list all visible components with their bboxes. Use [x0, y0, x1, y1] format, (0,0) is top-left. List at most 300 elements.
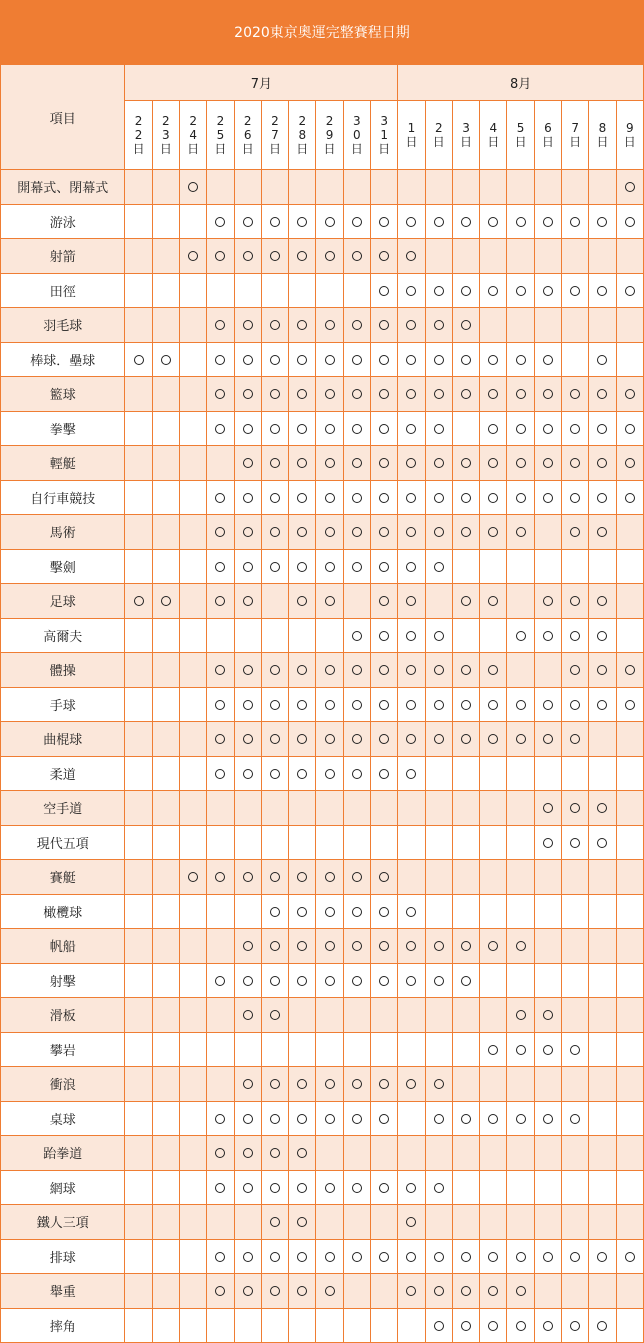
event-name: 體操: [1, 653, 125, 688]
schedule-cell: [425, 377, 452, 412]
schedule-cell: [425, 170, 452, 205]
schedule-cell: [562, 1274, 589, 1309]
day-header-char: 5: [516, 121, 525, 135]
circle-mark-icon: [406, 1079, 416, 1089]
schedule-cell: [480, 1205, 507, 1240]
circle-mark-icon: [215, 389, 225, 399]
circle-mark-icon: [570, 596, 580, 606]
schedule-cell: [425, 1136, 452, 1171]
circle-mark-icon: [270, 907, 280, 917]
event-name: 羽毛球: [1, 308, 125, 343]
schedule-cell: [261, 446, 288, 481]
circle-mark-icon: [243, 976, 253, 986]
schedule-cell: [398, 687, 425, 722]
circle-mark-icon: [243, 734, 253, 744]
schedule-cell: [589, 963, 616, 998]
circle-mark-icon: [243, 769, 253, 779]
schedule-cell: [562, 308, 589, 343]
schedule-cell: [589, 239, 616, 274]
schedule-cell: [398, 204, 425, 239]
circle-mark-icon: [188, 251, 198, 261]
schedule-cell: [480, 998, 507, 1033]
schedule-cell: [316, 480, 343, 515]
circle-mark-icon: [297, 355, 307, 365]
circle-mark-icon: [379, 320, 389, 330]
schedule-cell: [234, 1274, 261, 1309]
schedule-cell: [616, 204, 643, 239]
circle-mark-icon: [543, 493, 553, 503]
day-header-char: 2: [325, 114, 334, 128]
event-row: [1, 239, 644, 274]
schedule-cell: [425, 722, 452, 757]
schedule-cell: [261, 549, 288, 584]
circle-mark-icon: [488, 700, 498, 710]
schedule-cell: [180, 308, 207, 343]
circle-mark-icon: [379, 1183, 389, 1193]
schedule-cell: [370, 929, 397, 964]
circle-mark-icon: [570, 493, 580, 503]
event-row: [1, 687, 644, 722]
schedule-cell: [507, 1308, 534, 1343]
schedule-cell: [261, 894, 288, 929]
schedule-cell: [452, 1032, 479, 1067]
schedule-cell: [370, 1205, 397, 1240]
schedule-cell: [398, 618, 425, 653]
circle-mark-icon: [488, 1045, 498, 1055]
event-row: [1, 1101, 644, 1136]
circle-mark-icon: [406, 700, 416, 710]
circle-mark-icon: [297, 1114, 307, 1124]
schedule-cell: [370, 1170, 397, 1205]
circle-mark-icon: [461, 1252, 471, 1262]
schedule-cell: [534, 1101, 561, 1136]
circle-mark-icon: [297, 1217, 307, 1227]
circle-mark-icon: [325, 700, 335, 710]
schedule-cell: [261, 998, 288, 1033]
schedule-cell: [452, 929, 479, 964]
day-header: [370, 101, 397, 170]
schedule-cell: [616, 480, 643, 515]
schedule-cell: [261, 584, 288, 619]
schedule-cell: [207, 377, 234, 412]
circle-mark-icon: [597, 803, 607, 813]
circle-mark-icon: [406, 631, 416, 641]
circle-mark-icon: [543, 1010, 553, 1020]
circle-mark-icon: [243, 251, 253, 261]
schedule-cell: [180, 411, 207, 446]
circle-mark-icon: [570, 734, 580, 744]
circle-mark-icon: [297, 527, 307, 537]
schedule-cell: [234, 342, 261, 377]
event-row: [1, 653, 644, 688]
circle-mark-icon: [134, 596, 144, 606]
schedule-cell: [398, 791, 425, 826]
day-header-char: 日: [541, 135, 554, 149]
circle-mark-icon: [570, 527, 580, 537]
schedule-cell: [480, 342, 507, 377]
schedule-cell: [425, 273, 452, 308]
schedule-table: [0, 64, 644, 1343]
schedule-cell: [616, 894, 643, 929]
circle-mark-icon: [597, 217, 607, 227]
event-row: [1, 170, 644, 205]
circle-mark-icon: [379, 1079, 389, 1089]
schedule-cell: [207, 618, 234, 653]
schedule-cell: [398, 756, 425, 791]
circle-mark-icon: [516, 1286, 526, 1296]
schedule-cell: [152, 377, 179, 412]
schedule-cell: [180, 1274, 207, 1309]
schedule-cell: [480, 687, 507, 722]
circle-mark-icon: [270, 700, 280, 710]
circle-mark-icon: [516, 527, 526, 537]
schedule-cell: [207, 549, 234, 584]
schedule-cell: [507, 342, 534, 377]
schedule-cell: [180, 204, 207, 239]
schedule-cell: [316, 929, 343, 964]
schedule-cell: [616, 1170, 643, 1205]
schedule-cell: [125, 1239, 152, 1274]
circle-mark-icon: [325, 1252, 335, 1262]
schedule-cell: [616, 1274, 643, 1309]
circle-mark-icon: [488, 1321, 498, 1331]
schedule-cell: [343, 1170, 370, 1205]
schedule-cell: [452, 480, 479, 515]
event-name: 手球: [1, 687, 125, 722]
schedule-cell: [152, 549, 179, 584]
schedule-cell: [234, 860, 261, 895]
day-header: [234, 101, 261, 170]
circle-mark-icon: [297, 872, 307, 882]
event-name: 自行車競技: [1, 480, 125, 515]
schedule-cell: [343, 1032, 370, 1067]
circle-mark-icon: [297, 596, 307, 606]
schedule-cell: [398, 377, 425, 412]
schedule-cell: [616, 1205, 643, 1240]
circle-mark-icon: [488, 527, 498, 537]
schedule-cell: [480, 1170, 507, 1205]
schedule-cell: [534, 756, 561, 791]
schedule-cell: [398, 1205, 425, 1240]
schedule-cell: [452, 1136, 479, 1171]
schedule-cell: [152, 1274, 179, 1309]
schedule-cell: [207, 515, 234, 550]
circle-mark-icon: [434, 217, 444, 227]
schedule-cell: [289, 825, 316, 860]
schedule-cell: [534, 239, 561, 274]
schedule-cell: [289, 687, 316, 722]
schedule-cell: [343, 239, 370, 274]
circle-mark-icon: [406, 389, 416, 399]
circle-mark-icon: [488, 1286, 498, 1296]
schedule-cell: [289, 1239, 316, 1274]
schedule-cell: [152, 1205, 179, 1240]
event-row: [1, 377, 644, 412]
circle-mark-icon: [543, 596, 553, 606]
schedule-cell: [234, 1067, 261, 1102]
schedule-cell: [480, 549, 507, 584]
circle-mark-icon: [543, 1321, 553, 1331]
day-header: [289, 101, 316, 170]
circle-mark-icon: [270, 389, 280, 399]
schedule-cell: [180, 1205, 207, 1240]
schedule-cell: [152, 1067, 179, 1102]
schedule-cell: [425, 653, 452, 688]
schedule-cell: [125, 515, 152, 550]
schedule-cell: [234, 170, 261, 205]
schedule-cell: [289, 446, 316, 481]
day-header-char: 日: [623, 135, 636, 149]
event-name: 排球: [1, 1239, 125, 1274]
schedule-cell: [480, 618, 507, 653]
event-row: [1, 1170, 644, 1205]
circle-mark-icon: [379, 941, 389, 951]
circle-mark-icon: [434, 1114, 444, 1124]
schedule-cell: [343, 411, 370, 446]
schedule-cell: [589, 929, 616, 964]
schedule-cell: [452, 549, 479, 584]
schedule-cell: [452, 170, 479, 205]
schedule-cell: [562, 791, 589, 826]
event-name: 高爾夫: [1, 618, 125, 653]
circle-mark-icon: [325, 320, 335, 330]
day-header-char: 日: [487, 135, 500, 149]
schedule-cell: [534, 411, 561, 446]
circle-mark-icon: [215, 493, 225, 503]
circle-mark-icon: [406, 665, 416, 675]
circle-mark-icon: [270, 217, 280, 227]
schedule-cell: [616, 963, 643, 998]
circle-mark-icon: [406, 251, 416, 261]
schedule-cell: [562, 377, 589, 412]
day-header: [125, 101, 152, 170]
schedule-cell: [480, 860, 507, 895]
schedule-cell: [452, 1170, 479, 1205]
circle-mark-icon: [134, 355, 144, 365]
schedule-cell: [125, 929, 152, 964]
schedule-cell: [370, 446, 397, 481]
circle-mark-icon: [325, 596, 335, 606]
day-header: [180, 101, 207, 170]
circle-mark-icon: [597, 355, 607, 365]
circle-mark-icon: [243, 562, 253, 572]
event-name: 田徑: [1, 273, 125, 308]
day-header-char: 9: [625, 121, 634, 135]
event-name: 網球: [1, 1170, 125, 1205]
schedule-cell: [616, 342, 643, 377]
schedule-cell: [316, 239, 343, 274]
schedule-cell: [452, 722, 479, 757]
day-header-char: 9: [325, 128, 334, 142]
day-header-char: 3: [162, 128, 170, 142]
schedule-cell: [425, 342, 452, 377]
circle-mark-icon: [379, 631, 389, 641]
schedule-cell: [125, 170, 152, 205]
circle-mark-icon: [325, 1286, 335, 1296]
circle-mark-icon: [406, 458, 416, 468]
schedule-cell: [316, 791, 343, 826]
schedule-cell: [234, 653, 261, 688]
schedule-cell: [234, 791, 261, 826]
schedule-cell: [261, 1308, 288, 1343]
circle-mark-icon: [352, 700, 362, 710]
schedule-cell: [343, 687, 370, 722]
schedule-cell: [207, 584, 234, 619]
schedule-cell: [343, 515, 370, 550]
schedule-cell: [289, 1274, 316, 1309]
circle-mark-icon: [270, 1217, 280, 1227]
schedule-cell: [589, 791, 616, 826]
circle-mark-icon: [352, 355, 362, 365]
schedule-cell: [589, 204, 616, 239]
schedule-cell: [289, 170, 316, 205]
schedule-cell: [452, 894, 479, 929]
circle-mark-icon: [406, 286, 416, 296]
schedule-cell: [616, 273, 643, 308]
circle-mark-icon: [379, 458, 389, 468]
schedule-cell: [234, 480, 261, 515]
circle-mark-icon: [297, 320, 307, 330]
day-header-char: 日: [323, 142, 336, 156]
schedule-cell: [480, 411, 507, 446]
schedule-cell: [343, 860, 370, 895]
circle-mark-icon: [297, 700, 307, 710]
schedule-cell: [343, 756, 370, 791]
day-header: [616, 101, 643, 170]
schedule-cell: [398, 170, 425, 205]
schedule-cell: [343, 618, 370, 653]
circle-mark-icon: [270, 1010, 280, 1020]
schedule-cell: [125, 1205, 152, 1240]
schedule-cell: [398, 1136, 425, 1171]
schedule-cell: [316, 1170, 343, 1205]
schedule-cell: [343, 1101, 370, 1136]
schedule-cell: [234, 515, 261, 550]
schedule-cell: [370, 618, 397, 653]
schedule-cell: [398, 860, 425, 895]
circle-mark-icon: [352, 631, 362, 641]
schedule-cell: [316, 653, 343, 688]
schedule-cell: [125, 377, 152, 412]
schedule-cell: [370, 1067, 397, 1102]
schedule-cell: [370, 170, 397, 205]
circle-mark-icon: [434, 424, 444, 434]
schedule-cell: [507, 515, 534, 550]
circle-mark-icon: [406, 562, 416, 572]
schedule-cell: [534, 791, 561, 826]
schedule-cell: [289, 1170, 316, 1205]
event-row: [1, 1308, 644, 1343]
circle-mark-icon: [379, 872, 389, 882]
schedule-cell: [234, 1170, 261, 1205]
circle-mark-icon: [297, 1286, 307, 1296]
schedule-cell: [452, 411, 479, 446]
schedule-cell: [125, 998, 152, 1033]
circle-mark-icon: [434, 1286, 444, 1296]
schedule-cell: [234, 1032, 261, 1067]
circle-mark-icon: [488, 1252, 498, 1262]
schedule-cell: [480, 1032, 507, 1067]
schedule-cell: [261, 1239, 288, 1274]
circle-mark-icon: [461, 941, 471, 951]
day-header-char: 日: [350, 142, 363, 156]
schedule-cell: [370, 1032, 397, 1067]
day-header-char: 3: [353, 114, 361, 128]
circle-mark-icon: [352, 1183, 362, 1193]
circle-mark-icon: [543, 286, 553, 296]
schedule-cell: [616, 515, 643, 550]
schedule-cell: [398, 653, 425, 688]
circle-mark-icon: [215, 320, 225, 330]
circle-mark-icon: [625, 182, 635, 192]
schedule-cell: [207, 1136, 234, 1171]
schedule-cell: [289, 722, 316, 757]
schedule-cell: [289, 584, 316, 619]
circle-mark-icon: [297, 217, 307, 227]
circle-mark-icon: [270, 1148, 280, 1158]
schedule-cell: [180, 1170, 207, 1205]
event-row: [1, 584, 644, 619]
schedule-cell: [425, 515, 452, 550]
schedule-cell: [589, 377, 616, 412]
schedule-cell: [261, 1101, 288, 1136]
schedule-cell: [562, 963, 589, 998]
schedule-cell: [343, 308, 370, 343]
circle-mark-icon: [434, 286, 444, 296]
schedule-cell: [152, 618, 179, 653]
day-header-char: 7: [571, 121, 579, 135]
schedule-cell: [152, 584, 179, 619]
circle-mark-icon: [625, 424, 635, 434]
schedule-cell: [180, 929, 207, 964]
schedule-cell: [234, 239, 261, 274]
schedule-cell: [152, 239, 179, 274]
schedule-cell: [207, 1032, 234, 1067]
schedule-cell: [180, 1136, 207, 1171]
schedule-cell: [507, 377, 534, 412]
schedule-cell: [452, 791, 479, 826]
schedule-cell: [452, 618, 479, 653]
schedule-cell: [534, 722, 561, 757]
schedule-cell: [125, 1170, 152, 1205]
schedule-cell: [562, 1170, 589, 1205]
schedule-cell: [616, 308, 643, 343]
circle-mark-icon: [597, 700, 607, 710]
schedule-cell: [452, 825, 479, 860]
schedule-cell: [316, 722, 343, 757]
schedule-cell: [425, 687, 452, 722]
schedule-cell: [562, 1032, 589, 1067]
circle-mark-icon: [270, 527, 280, 537]
day-header-char: 日: [514, 135, 527, 149]
schedule-cell: [316, 1101, 343, 1136]
schedule-cell: [398, 998, 425, 1033]
month-header-row: [1, 65, 644, 101]
schedule-cell: [425, 239, 452, 274]
schedule-cell: [370, 1101, 397, 1136]
circle-mark-icon: [543, 1114, 553, 1124]
circle-mark-icon: [243, 596, 253, 606]
schedule-cell: [480, 1136, 507, 1171]
schedule-cell: [316, 308, 343, 343]
event-name: 輕艇: [1, 446, 125, 481]
circle-mark-icon: [325, 389, 335, 399]
schedule-cell: [507, 929, 534, 964]
event-row: [1, 308, 644, 343]
circle-mark-icon: [215, 596, 225, 606]
schedule-cell: [480, 1239, 507, 1274]
schedule-cell: [452, 308, 479, 343]
